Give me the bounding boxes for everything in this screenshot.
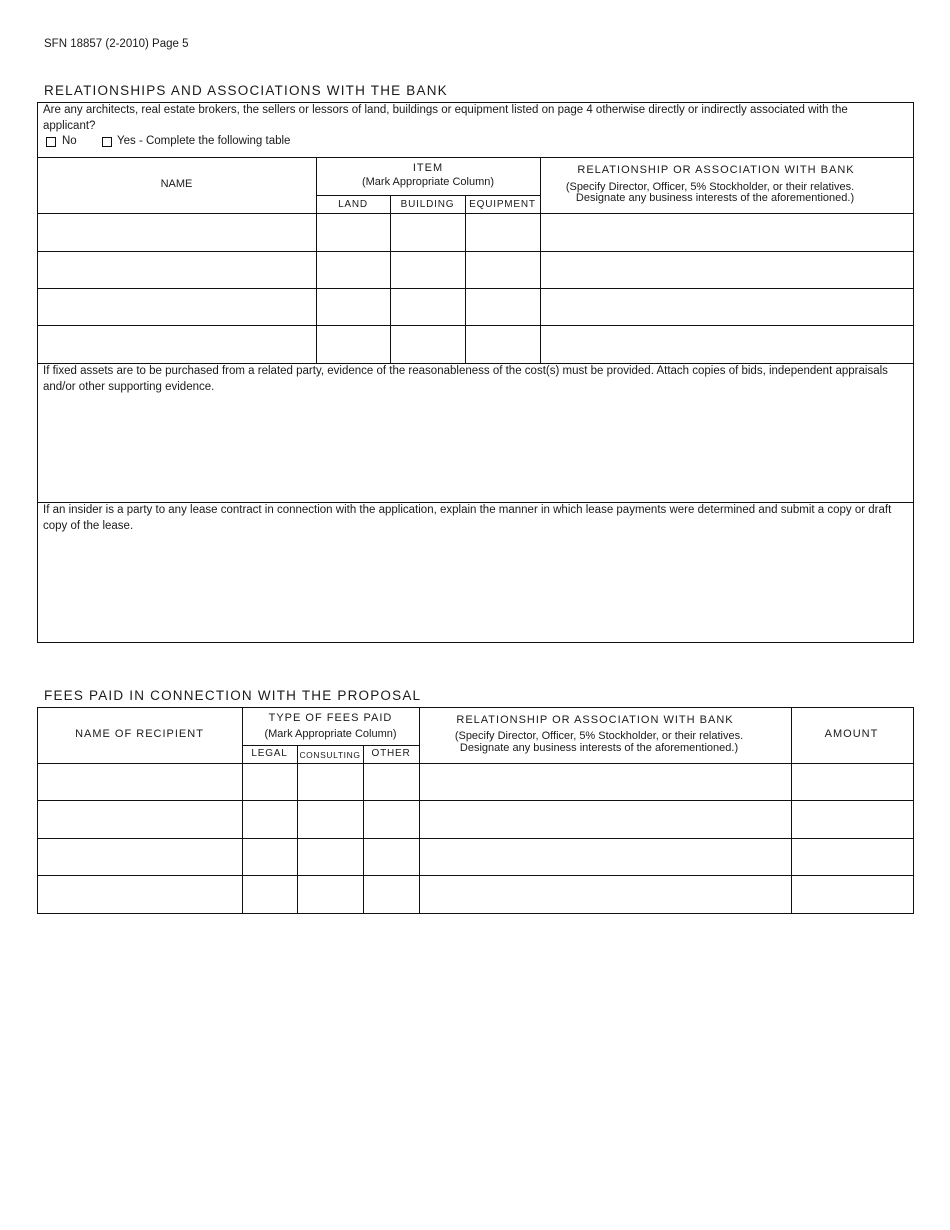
header-amount: AMOUNT — [824, 728, 879, 740]
fees-subheader-line — [242, 745, 419, 746]
header-building: BUILDING — [400, 199, 455, 210]
relationship-input-row-4[interactable] — [541, 327, 913, 362]
form-id: SFN 18857 (2-2010) Page 5 — [44, 38, 189, 50]
consulting-cell-row-2[interactable] — [299, 802, 362, 837]
amount-input-row-2[interactable] — [792, 802, 912, 837]
header-name: NAME — [160, 178, 193, 190]
equipment-cell-row-2[interactable] — [466, 252, 539, 287]
associated-question: Are any architects, real estate brokers, the sellers or lessors of land, buildings or equipment listed on page 4 otherwise directly or indirectly associated with the applicant? — [43, 104, 848, 132]
no-checkbox[interactable] — [46, 137, 56, 147]
equipment-cell-row-1[interactable] — [466, 214, 539, 250]
amount-input-row-1[interactable] — [792, 765, 912, 799]
land-cell-row-1[interactable] — [317, 214, 389, 250]
name-input-row-3[interactable] — [38, 289, 315, 324]
header-equipment: EQUIPMENT — [469, 199, 536, 210]
equipment-cell-row-4[interactable] — [466, 327, 539, 362]
header-item: ITEM — [412, 162, 444, 174]
recipient-input-row-4[interactable] — [38, 876, 241, 912]
header-other: OTHER — [371, 748, 411, 759]
header-fees-relationship-sub2: Designate any business interests of the aforementioned.) — [459, 742, 739, 754]
header-type: TYPE OF FEES PAID — [268, 712, 393, 724]
fees-relationship-input-row-4[interactable] — [420, 876, 790, 912]
fees-row-divider — [37, 800, 914, 801]
legal-cell-row-4[interactable] — [243, 876, 296, 912]
fixed-assets-instructions: If fixed assets are to be purchased from a related party, evidence of the reasonableness of the cost(s) must be provided. Attach copies of bids, independent appraisals and/or other supporting evidence. — [43, 365, 888, 393]
consulting-cell-row-1[interactable] — [299, 765, 362, 799]
header-fees-relationship-sub1: (Specify Director, Officer, 5% Stockholder, or their relatives. — [454, 730, 744, 742]
other-cell-row-2[interactable] — [364, 802, 418, 837]
legal-cell-row-2[interactable] — [243, 802, 296, 837]
header-land: LAND — [338, 199, 368, 210]
fees-relationship-input-row-3[interactable] — [420, 839, 790, 874]
fixed-assets-textarea[interactable] — [38, 396, 913, 501]
header-consulting: CONSULTING — [299, 750, 361, 760]
header-type-sub: (Mark Appropriate Column) — [264, 728, 397, 740]
land-cell-row-2[interactable] — [317, 252, 389, 287]
fees-relationship-input-row-2[interactable] — [420, 802, 790, 837]
section-title-relationships: RELATIONSHIPS AND ASSOCIATIONS WITH THE BANK — [44, 83, 448, 98]
lease-textarea[interactable] — [38, 536, 913, 641]
legal-cell-row-3[interactable] — [243, 839, 296, 874]
table-divider — [37, 157, 914, 158]
recipient-input-row-2[interactable] — [38, 802, 241, 837]
other-cell-row-1[interactable] — [364, 765, 418, 799]
header-legal: LEGAL — [251, 748, 288, 759]
building-cell-row-3[interactable] — [391, 289, 464, 324]
header-relationship-sub2: Designate any business interests of the aforementioned.) — [575, 192, 855, 204]
amount-input-row-3[interactable] — [792, 839, 912, 874]
fees-relationship-input-row-1[interactable] — [420, 765, 790, 799]
recipient-input-row-3[interactable] — [38, 839, 241, 874]
section-title-fees: FEES PAID IN CONNECTION WITH THE PROPOSAL — [44, 688, 422, 703]
land-cell-row-3[interactable] — [317, 289, 389, 324]
header-recipient: NAME OF RECIPIENT — [75, 728, 204, 740]
relationship-input-row-3[interactable] — [541, 289, 913, 324]
name-input-row-4[interactable] — [38, 327, 315, 362]
equipment-cell-row-3[interactable] — [466, 289, 539, 324]
lease-instructions: If an insider is a party to any lease contract in connection with the application, explain the manner in which lease payments were determined and submit a copy or draft copy of the lease. — [43, 504, 892, 532]
yes-checkbox[interactable] — [102, 137, 112, 147]
header-item-sub: (Mark Appropriate Column) — [361, 176, 495, 188]
name-input-row-1[interactable] — [38, 214, 315, 250]
other-cell-row-3[interactable] — [364, 839, 418, 874]
building-cell-row-2[interactable] — [391, 252, 464, 287]
fees-header-divider — [37, 763, 914, 764]
recipient-input-row-1[interactable] — [38, 765, 241, 799]
header-relationship: RELATIONSHIP OR ASSOCIATION WITH BANK — [577, 164, 855, 176]
consulting-cell-row-4[interactable] — [299, 876, 362, 912]
header-relationship-sub1: (Specify Director, Officer, 5% Stockholder, or their relatives. — [565, 181, 855, 193]
building-cell-row-1[interactable] — [391, 214, 464, 250]
yes-label: Yes - Complete the following table — [117, 135, 291, 147]
name-input-row-2[interactable] — [38, 252, 315, 287]
building-cell-row-4[interactable] — [391, 327, 464, 362]
land-cell-row-4[interactable] — [317, 327, 389, 362]
item-subheader-line — [316, 195, 540, 196]
amount-input-row-4[interactable] — [792, 876, 912, 912]
legal-cell-row-1[interactable] — [243, 765, 296, 799]
table-row-divider — [37, 325, 914, 326]
consulting-cell-row-3[interactable] — [299, 839, 362, 874]
other-cell-row-4[interactable] — [364, 876, 418, 912]
fees-col-divider — [297, 745, 298, 913]
header-fees-relationship: RELATIONSHIP OR ASSOCIATION WITH BANK — [456, 714, 734, 726]
relationship-input-row-1[interactable] — [541, 214, 913, 250]
relationship-input-row-2[interactable] — [541, 252, 913, 287]
no-label: No — [62, 135, 77, 147]
